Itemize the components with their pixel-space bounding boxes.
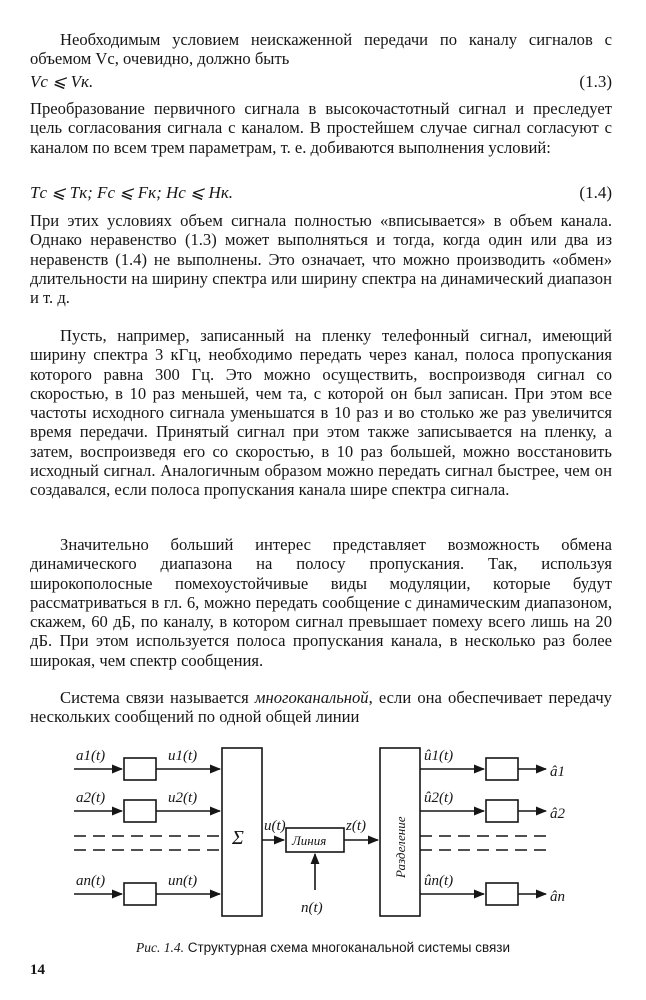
- label-output-1: â1: [550, 764, 565, 780]
- label-demod-n: ûn(t): [424, 873, 454, 889]
- equation-1-4-number: (1.4): [579, 183, 612, 202]
- label-input-2: a2(t): [76, 790, 106, 806]
- demodulator-block-1: [486, 758, 518, 780]
- label-mod-n: un(t): [168, 873, 198, 889]
- paragraph-3-text: При этих условиях объем сигнала полностью «вписывается» в объем канала. Однако неравенство (1.3) может выполняться и тогда, когда один или два из неравенств (1.4) не выполнены. Это означает, что можно производить «обмен» длительности на ширину спектра или ширину спектра на динамический диапазон и т. д.: [30, 211, 612, 308]
- term-multichannel: многоканальной: [254, 688, 369, 707]
- label-input-n: an(t): [76, 873, 106, 889]
- demodulator-block-n: [486, 883, 518, 905]
- paragraph-4-text: Пусть, например, записанный на пленку телефонный сигнал, имеющий ширину спектра 3 кГц, необходимо передать через канал, полоса пропускания которого равна 300 Гц. Это можно осуществить, воспроизводя сигнал со скоростью, в 10 раз меньшей, чем та, с которой он был записан. При этом все частоты исходного сигнала уменьшатся в 10 раз и во столько же раз увеличится время передачи. Принятый сигнал при этом также записывается на пленку, а затем, воспроизведя его со скоростью, в 10 раз большей, можно восстановить исходный сигнал. Аналогичным образом можно передать сигнал быстрее, чем он создавался, если полоса пропускания канала шире спектра сигнала.: [30, 326, 612, 500]
- label-input-1: a1(t): [76, 748, 106, 764]
- paragraph-6: [30, 688, 612, 727]
- label-line-block: Линия: [292, 833, 327, 848]
- modulator-block-n: [124, 883, 156, 905]
- figure-caption: [0, 940, 646, 956]
- equation-1-3: [30, 72, 612, 92]
- figure-caption-text: Структурная схема многоканальной системы связи: [187, 940, 511, 955]
- paragraph-2-text: Преобразование первичного сигнала в высокочастотный сигнал и преследует цель согласования сигнала с каналом. В простейшем случае сигнал согласуют с каналом по всем трем параметрам, т. е. добиваются выполнения условий:: [30, 99, 612, 157]
- equation-1-3-number: (1.3): [579, 72, 612, 91]
- modulator-block-1: [124, 758, 156, 780]
- paragraph-2: [30, 99, 612, 157]
- label-separation: Разделение: [393, 816, 408, 878]
- demodulator-block-2: [486, 800, 518, 822]
- label-output-2: â2: [550, 806, 565, 822]
- modulator-block-2: [124, 800, 156, 822]
- paragraph-5: [30, 535, 612, 670]
- label-sum-symbol: Σ: [232, 827, 244, 849]
- equation-1-4: [30, 183, 612, 203]
- equation-1-4-formula: Tс ⩽ Tк; Fс ⩽ Fк; Hс ⩽ Hк.: [30, 183, 234, 202]
- figure-caption-label: Рис. 1.4.: [135, 940, 184, 955]
- paragraph-5-text: Значительно больший интерес представляет возможность обмена динамического диапазона на полосу пропускания. Так, используя широкополосные помехоустойчивые виды модуляции, которые будут рассматриваться в гл. 6, можно передать сообщение с динамическим диапазоном, скажем, 60 дБ, по каналу, в котором сигнал превышает помеху всего лишь на 20 дБ. При этом используется полоса пропускания канала, в несколько раз более широкая, чем спектр сообщения.: [30, 535, 612, 670]
- paragraph-3: [30, 211, 612, 307]
- label-sum-output: u(t): [264, 818, 286, 834]
- label-mod-2: u2(t): [168, 790, 198, 806]
- block-diagram: [60, 740, 580, 930]
- label-noise: n(t): [301, 900, 323, 916]
- page-number: 14: [30, 962, 45, 978]
- label-line-output: z(t): [346, 818, 366, 834]
- paragraph-6-text: [30, 688, 612, 727]
- label-output-n: ân: [550, 889, 565, 905]
- label-mod-1: u1(t): [168, 748, 198, 764]
- equation-1-3-formula: Vс ⩽ Vк.: [30, 72, 94, 91]
- paragraph-1-text: Необходимым условием неискаженной передачи по каналу сигналов с объемом Vс, очевидно, должно быть: [30, 30, 612, 69]
- paragraph-4: [30, 326, 612, 500]
- label-demod-2: û2(t): [424, 790, 454, 806]
- paragraph-6-before: Система связи называется: [60, 688, 255, 707]
- label-demod-1: û1(t): [424, 748, 454, 764]
- paragraph-1: [30, 30, 612, 69]
- paragraph-6-after: , если она обеспечивает передачу нескольких сообщений по одной общей линии: [30, 688, 612, 727]
